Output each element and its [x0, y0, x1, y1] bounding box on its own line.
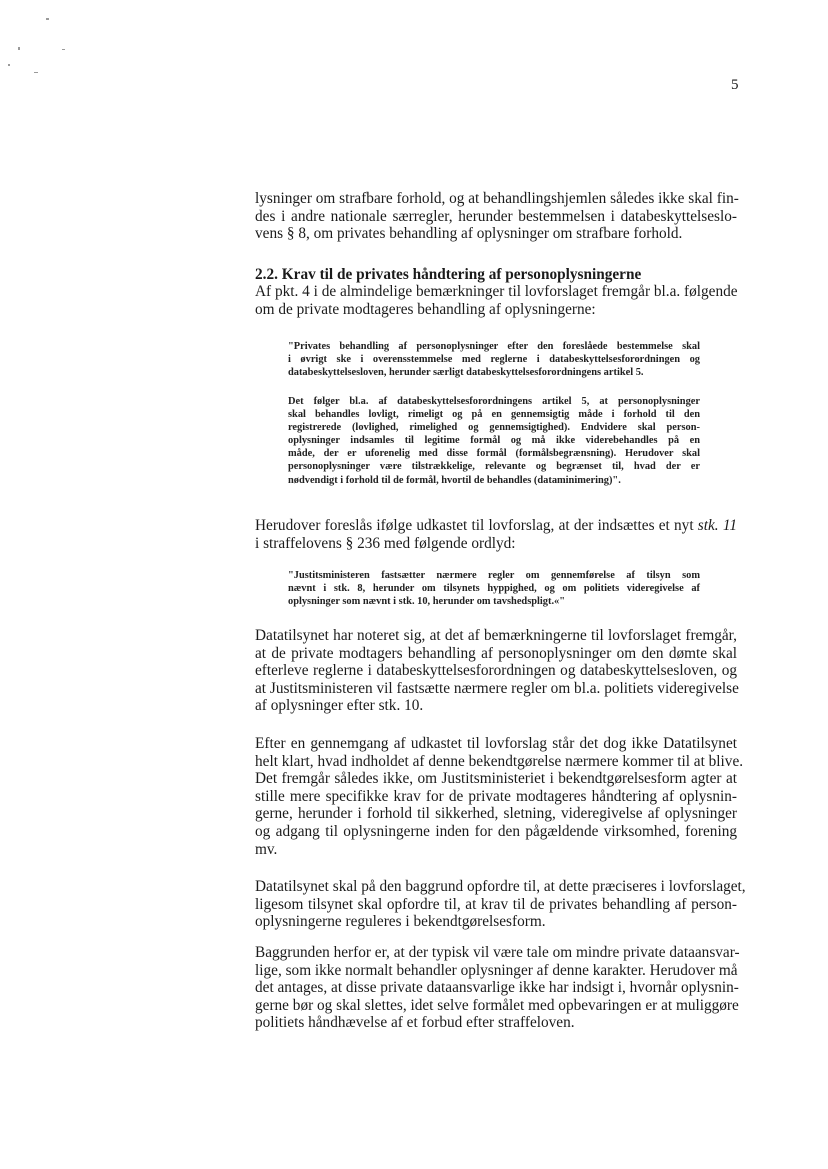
- paragraph-6: Datatilsynet skal på den baggrund opfordre til, at dette præciseres i lovforslaget, ligesom tilsynet skal opfordre til, at krav til de privates behandling af person- oplysningerne reguleres i bekendtgørelsesform.: [255, 878, 746, 931]
- stk-11: stk. 11: [697, 517, 737, 534]
- paragraph-2: Af pkt. 4 i de almindelige bemærkninger til lovforslaget fremgår bl.a. følgende om de private modtageres behandling af oplysningerne:: [255, 283, 738, 318]
- paragraph-7: Baggrunden herfor er, at der typisk vil være tale om mindre private dataansvar- lige, som ikke normalt behandler oplysninger af denne karakter. Herudover må det antages, at disse private dataansvarlige ikke har indsigt i, hvornår oplysnin- gerne bør og skal slettes, idet selve formålet med opbevaringen er at muliggøre politiets håndhævelse af et forbud efter straffeloven.: [255, 944, 740, 1032]
- paragraph-3-line-1: Herudover foreslås ifølge udkastet til lovforslag, at der indsættes et nyt stk. 11: [255, 517, 737, 534]
- paragraph-1: lysninger om strafbare forhold, og at behandlingshjemlen således ikke skal fin- des i andre nationale særregler, herunder bestemmelsen i databeskyttelseslo- vens § 8, om privates behandling af oplysninger om strafbare forhold.: [255, 190, 739, 243]
- page-number: 5: [731, 77, 739, 93]
- quote-1b: Det følger bl.a. af databeskyttelsesforordningens artikel 5, at personoplysninger skal behandles lovligt, rimeligt og på en gennemsigtig måde i forhold til den registrerede (lovlighed, rimelighed og gennemsigtighed). Endvidere skal person- oplysninger indsamles til legitime formål og må ikke viderebehandles på en måde, der er uforenelig med disse formål (formålsbegrænsning). Herudover skal personoplysninger være tilstrækkelige, relevante og begrænset til, hvad der er nødvendigt i forhold til de formål, hvortil de behandles (dataminimering)".: [288, 396, 700, 486]
- paragraph-4: Datatilsynet har noteret sig, at det af bemærkningerne til lovforslaget fremgår, at de private modtagers behandling af personoplysninger om den dømte skal efterleve reglerne i databeskyttelsesforordningen og databeskyttelsesloven, og at Justitsministeren vil fastsætte nærmere regler om bl.a. politiets videregivelse af oplysninger efter stk. 10.: [255, 627, 739, 715]
- paragraph-3: Herudover foreslås ifølge udkastet til lovforslag, at der indsættes et nyt stk. 11 i straffelovens § 236 med følgende ordlyd:: [255, 517, 737, 552]
- paragraph-5: Efter en gennemgang af udkastet til lovforslag står det dog ikke Datatilsynet helt klart, hvad indholdet af denne bekendtgørelse nærmere kommer til at blive. Det fremgår således ikke, om Justitsministeriet i bekendtgørelsesform agter at stille mere specifikke krav for de private modtageres håndtering af oplysnin- gerne, herunder i forhold til sikkerhed, sletning, videregivelse af oplysninger og adgang til oplysningerne inden for den pågældende virksomhed, forening mv.: [255, 735, 744, 858]
- quote-2: "Justitsministeren fastsætter nærmere regler om gennemførelse af tilsyn som nævnt i stk. 8, herunder om tilsynets hyppighed, og om politiets videregivelse af oplysninger som nævnt i stk. 10, herunder om tavshedspligt.«": [288, 570, 700, 608]
- quote-1a: "Privates behandling af personoplysninger efter den foreslåede bestemmelse skal i øvrigt ske i overensstemmelse med reglerne i databeskyttelsesforordningen og databeskyttelsesloven, herunder særligt databeskyttelsesforordningens artikel 5.: [288, 341, 700, 379]
- section-heading: 2.2. Krav til de privates håndtering af personoplysningerne: [255, 266, 642, 283]
